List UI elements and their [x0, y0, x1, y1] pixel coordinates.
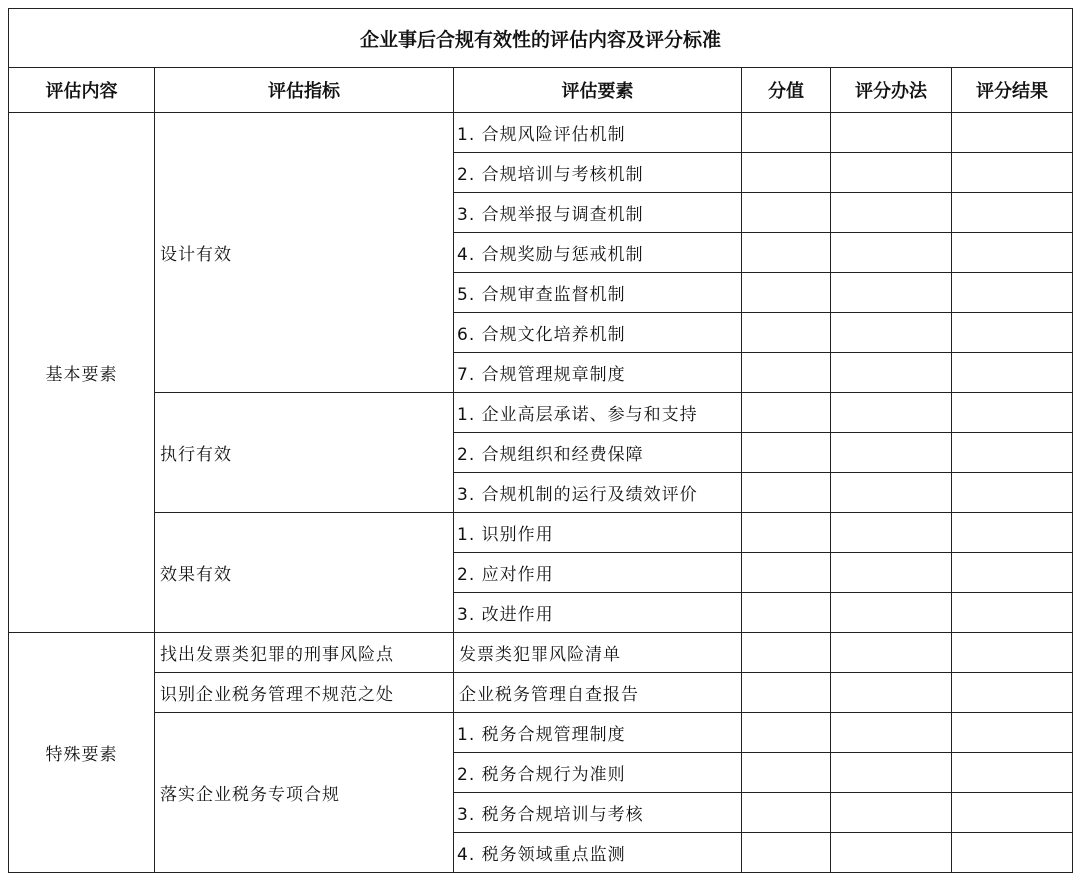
element-cell: 2. 税务合规行为准则: [454, 753, 742, 793]
method-cell[interactable]: [831, 353, 952, 393]
method-cell[interactable]: [831, 633, 952, 673]
element-cell: 3. 税务合规培训与考核: [454, 793, 742, 833]
score-cell[interactable]: [742, 153, 831, 193]
result-cell[interactable]: [952, 713, 1073, 753]
score-cell[interactable]: [742, 633, 831, 673]
method-cell[interactable]: [831, 513, 952, 553]
result-cell[interactable]: [952, 833, 1073, 873]
score-cell[interactable]: [742, 673, 831, 713]
score-cell[interactable]: [742, 713, 831, 753]
result-cell[interactable]: [952, 193, 1073, 233]
indicator-execution: 执行有效: [155, 393, 454, 513]
result-cell[interactable]: [952, 233, 1073, 273]
element-cell: 5. 合规审查监督机制: [454, 273, 742, 313]
result-cell[interactable]: [952, 513, 1073, 553]
element-cell: 2. 合规培训与考核机制: [454, 153, 742, 193]
header-method: 评分办法: [831, 68, 952, 113]
category-special: 特殊要素: [9, 633, 155, 873]
result-cell[interactable]: [952, 553, 1073, 593]
method-cell[interactable]: [831, 793, 952, 833]
result-cell[interactable]: [952, 433, 1073, 473]
element-cell: 企业税务管理自查报告: [454, 673, 742, 713]
result-cell[interactable]: [952, 353, 1073, 393]
method-cell[interactable]: [831, 393, 952, 433]
header-content: 评估内容: [9, 68, 155, 113]
score-cell[interactable]: [742, 793, 831, 833]
element-cell: 6. 合规文化培养机制: [454, 313, 742, 353]
score-cell[interactable]: [742, 513, 831, 553]
indicator-invoice: 找出发票类犯罪的刑事风险点: [155, 633, 454, 673]
result-cell[interactable]: [952, 153, 1073, 193]
indicator-design: 设计有效: [155, 113, 454, 393]
result-cell[interactable]: [952, 113, 1073, 153]
element-cell: 2. 应对作用: [454, 553, 742, 593]
score-cell[interactable]: [742, 193, 831, 233]
score-cell[interactable]: [742, 313, 831, 353]
table-row: [9, 393, 1073, 433]
method-cell[interactable]: [831, 593, 952, 633]
method-cell[interactable]: [831, 753, 952, 793]
score-cell[interactable]: [742, 393, 831, 433]
header-result: 评分结果: [952, 68, 1073, 113]
element-cell: 4. 合规奖励与惩戒机制: [454, 233, 742, 273]
result-cell[interactable]: [952, 793, 1073, 833]
score-cell[interactable]: [742, 473, 831, 513]
element-cell: 3. 合规举报与调查机制: [454, 193, 742, 233]
score-cell[interactable]: [742, 113, 831, 153]
score-cell[interactable]: [742, 553, 831, 593]
method-cell[interactable]: [831, 673, 952, 713]
method-cell[interactable]: [831, 713, 952, 753]
header-indicator: 评估指标: [155, 68, 454, 113]
score-cell[interactable]: [742, 273, 831, 313]
result-cell[interactable]: [952, 313, 1073, 353]
result-cell[interactable]: [952, 273, 1073, 313]
method-cell[interactable]: [831, 833, 952, 873]
element-cell: 3. 合规机制的运行及绩效评价: [454, 473, 742, 513]
element-cell: 1. 企业高层承诺、参与和支持: [454, 393, 742, 433]
score-cell[interactable]: [742, 233, 831, 273]
element-cell: 1. 识别作用: [454, 513, 742, 553]
element-cell: 发票类犯罪风险清单: [454, 633, 742, 673]
element-cell: 4. 税务领域重点监测: [454, 833, 742, 873]
indicator-tax-mgmt: 识别企业税务管理不规范之处: [155, 673, 454, 713]
element-cell: 2. 合规组织和经费保障: [454, 433, 742, 473]
table-title: 企业事后合规有效性的评估内容及评分标准: [9, 9, 1073, 68]
table-row: [9, 673, 1073, 713]
result-cell[interactable]: [952, 593, 1073, 633]
method-cell[interactable]: [831, 313, 952, 353]
score-cell[interactable]: [742, 433, 831, 473]
category-basic: 基本要素: [9, 113, 155, 633]
method-cell[interactable]: [831, 553, 952, 593]
result-cell[interactable]: [952, 393, 1073, 433]
element-cell: 7. 合规管理规章制度: [454, 353, 742, 393]
score-cell[interactable]: [742, 593, 831, 633]
method-cell[interactable]: [831, 473, 952, 513]
result-cell[interactable]: [952, 673, 1073, 713]
method-cell[interactable]: [831, 233, 952, 273]
method-cell[interactable]: [831, 193, 952, 233]
table-row: [9, 513, 1073, 553]
evaluation-table: [8, 8, 1073, 873]
table-row: [9, 113, 1073, 153]
method-cell[interactable]: [831, 153, 952, 193]
result-cell[interactable]: [952, 473, 1073, 513]
result-cell[interactable]: [952, 633, 1073, 673]
score-cell[interactable]: [742, 833, 831, 873]
method-cell[interactable]: [831, 113, 952, 153]
header-element: 评估要素: [454, 68, 742, 113]
element-cell: 1. 税务合规管理制度: [454, 713, 742, 753]
indicator-tax-compliance: 落实企业税务专项合规: [155, 713, 454, 873]
element-cell: 1. 合规风险评估机制: [454, 113, 742, 153]
method-cell[interactable]: [831, 273, 952, 313]
evaluation-table-container: [8, 8, 1073, 873]
header-score: 分值: [742, 68, 831, 113]
score-cell[interactable]: [742, 353, 831, 393]
method-cell[interactable]: [831, 433, 952, 473]
indicator-effect: 效果有效: [155, 513, 454, 633]
score-cell[interactable]: [742, 753, 831, 793]
table-row: [9, 633, 1073, 673]
result-cell[interactable]: [952, 753, 1073, 793]
element-cell: 3. 改进作用: [454, 593, 742, 633]
table-row: [9, 713, 1073, 753]
